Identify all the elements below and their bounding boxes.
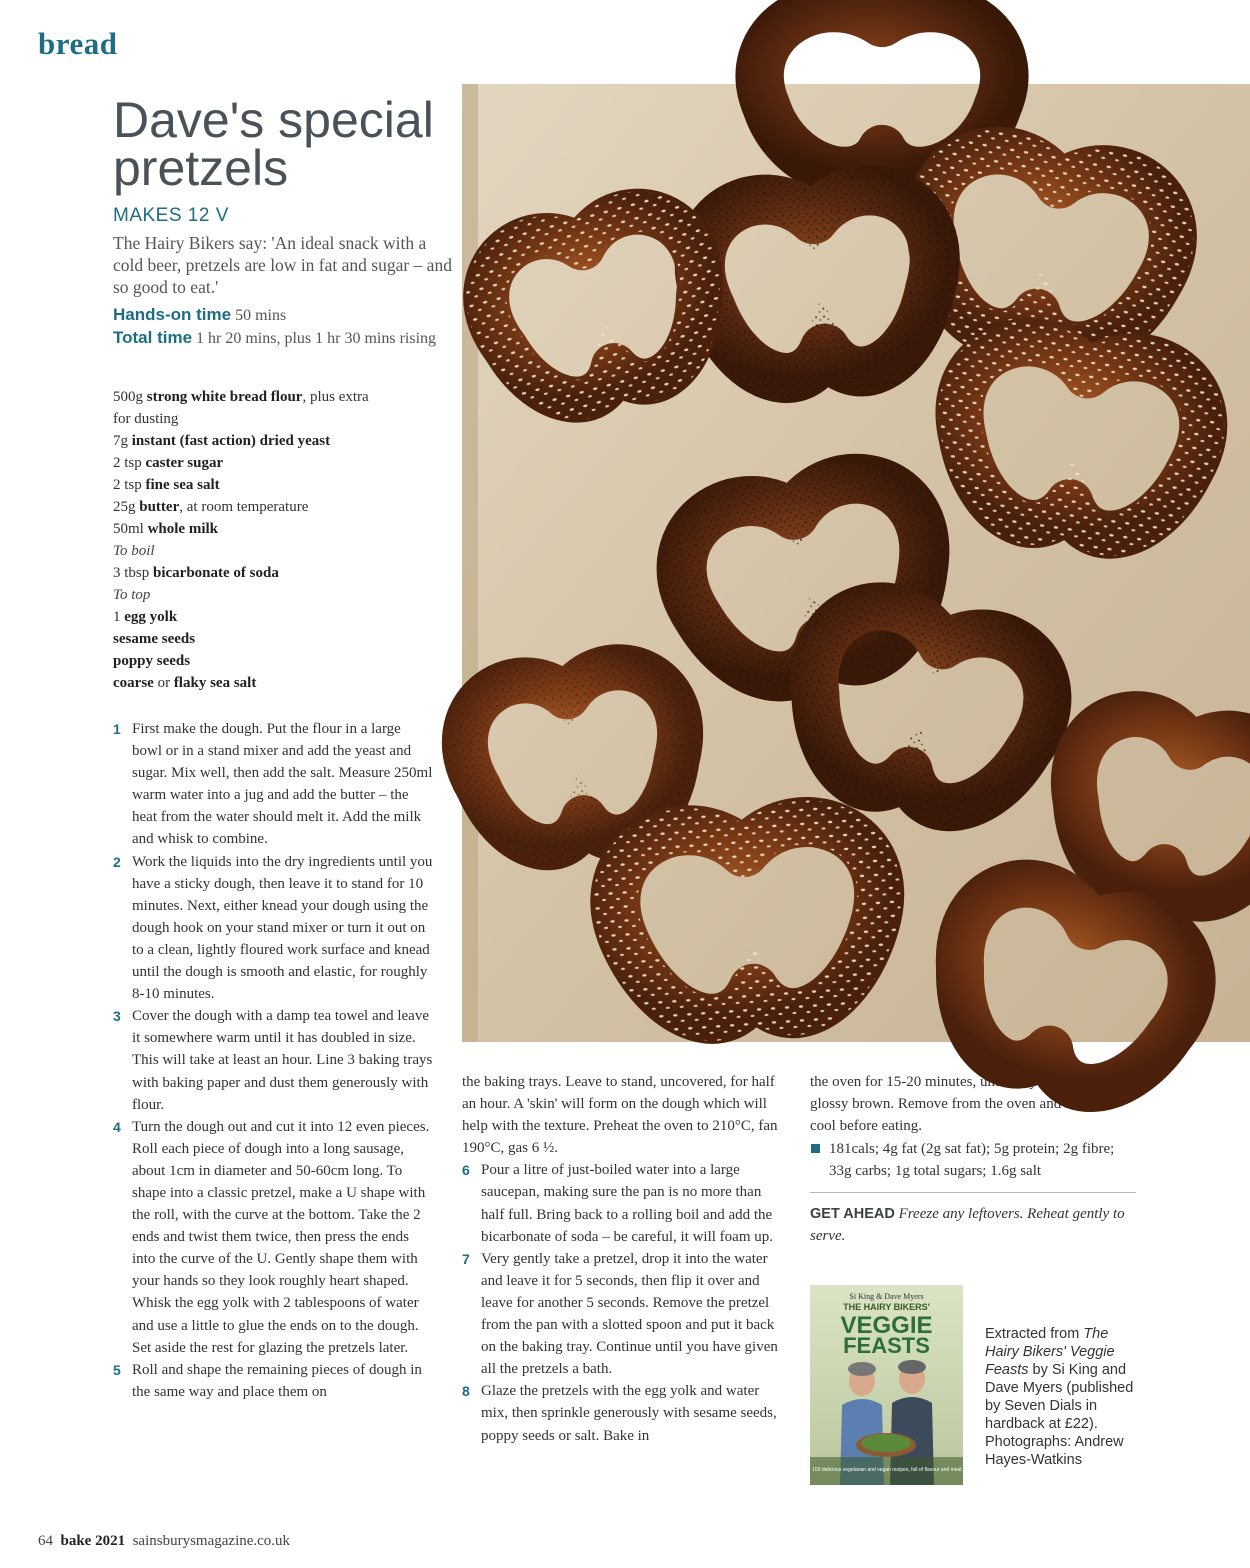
- method-step-8-continued: the oven for 15-20 minutes, until they are a deep, glossy brown. Remove from the oven and leave to cool before eating.: [810, 1074, 1113, 1135]
- method-step-5-continued: the baking trays. Leave to stand, uncovered, for half an hour. A 'skin' will form on the dough which will help with the texture. Preheat the oven to 210°C, fan 190°C, gas 6 ½.: [462, 1074, 778, 1157]
- nutrition-square-icon: [811, 1144, 820, 1153]
- ingredient-item: [113, 628, 443, 650]
- ingredient-name: instant (fast action) dried yeast: [131, 433, 331, 449]
- ingredient-note: or: [153, 675, 174, 691]
- step-text: Pour a litre of just-boiled water into a large saucepan, making sure the pan is no more than half full. Bring back to a rolling boil and add the bicarbonate of soda – be careful, it will foam up.: [481, 1162, 773, 1245]
- book-cover-art: [799, 1285, 974, 1485]
- ingredient-name: butter: [139, 499, 180, 515]
- get-ahead-text: Freeze any leftovers. Reheat gently to serve.: [810, 1206, 1125, 1244]
- total-time-value: 1 hr 20 mins, plus 1 hr 30 mins rising: [196, 330, 437, 347]
- step-text: First make the dough. Put the flour in a large bowl or in a stand mixer and add the yeast and sugar. Mix well, then add the salt. Measure 250ml warm water into a jug and add the butter – the heat from the water should melt it. Add the milk and whisk to combine.: [132, 721, 433, 848]
- pretzels-photo: [462, 84, 1250, 1042]
- ingredient-subheading: [113, 540, 443, 562]
- method-column-1: [113, 718, 433, 1403]
- recipe-title: Dave's special pretzels: [113, 92, 434, 196]
- total-time-label: Total time: [113, 328, 193, 347]
- ingredient-item: [113, 452, 443, 474]
- ingredient-item: [113, 606, 443, 628]
- step-text: Turn the dough out and cut it into 12 even pieces. Roll each piece of dough into a long sausage, about 1cm in diameter and 50-60cm long. To shape into a classic pretzel, make a U shape with the roll, with the curve at the bottom. Take the 2 ends and twist them twice, then press the ends into the curve of the U. Gently shape them with your hands so they look roughly heart shaped. Whisk the egg yolk with 2 tablespoons of water and use a little to glue the ends on to the dough. Set aside the rest for glazing the pretzels later.: [132, 1118, 430, 1356]
- ingredient-name: whole milk: [147, 521, 219, 537]
- method-step: [462, 1248, 784, 1381]
- ingredient-name: bicarbonate of soda: [153, 565, 279, 581]
- method-step: [113, 851, 433, 1006]
- method-step: [462, 1159, 784, 1247]
- step-number: 7: [462, 1250, 470, 1267]
- ingredient-quantity: 7g: [113, 433, 132, 449]
- ingredient-quantity: 50ml: [113, 521, 148, 537]
- ingredient-name: egg yolk: [124, 609, 178, 625]
- step-number: 3: [113, 1008, 121, 1025]
- recipe-yield: MAKES 12 V: [113, 205, 229, 226]
- ingredient-item: [113, 672, 443, 694]
- hands-on-time: [113, 304, 453, 327]
- ingredient-item: [113, 474, 443, 496]
- book-blurb: Over 100 delicious vegetarian and vegan recipes, full of flavour and meat free!: [799, 1467, 974, 1473]
- nutrition-text: 181cals; 4g fat (2g sat fat); 5g protein; 2g fibre; 33g carbs; 1g total sugars; 1.6g salt: [829, 1141, 1115, 1180]
- ingredient-item: [113, 430, 443, 452]
- method-step: [113, 1359, 433, 1403]
- ingredients-list: [113, 386, 443, 694]
- total-time: [113, 327, 453, 350]
- ingredient-item: [113, 408, 443, 430]
- ingredient-name: fine sea salt: [145, 477, 220, 493]
- ingredient-subheading: [113, 584, 443, 606]
- ingredient-name: flaky sea salt: [173, 675, 257, 691]
- get-ahead-tip: [810, 1203, 1136, 1247]
- method-column-2: [462, 1071, 784, 1447]
- magazine-issue: bake 2021: [60, 1533, 126, 1549]
- step-number: 6: [462, 1162, 470, 1179]
- ingredient-quantity: 500g: [113, 389, 147, 405]
- step-text: Very gently take a pretzel, drop it into the water and leave it for 5 seconds, then flip it over and leave for another 5 seconds. Remove the pretzel from the pan with a slotted spoon and put it back on the baking tray. Continue until you have given all the pretzels a bath.: [481, 1250, 778, 1378]
- ingredient-quantity: 25g: [113, 499, 140, 515]
- magazine-website: sainsburysmagazine.co.uk: [132, 1533, 291, 1549]
- ingredient-quantity: 3 tbsp: [113, 565, 154, 581]
- ingredient-subheading-text: To top: [113, 587, 151, 603]
- step-number: 5: [113, 1361, 121, 1378]
- step-text: Cover the dough with a damp tea towel and leave it somewhere warm until it has doubled in size. This will take at least an hour. Line 3 baking trays with baking paper and dust them generously with flour.: [132, 1008, 433, 1113]
- step-number: 4: [113, 1118, 121, 1135]
- ingredient-name: coarse: [113, 675, 154, 691]
- ingredient-name: sesame seeds: [113, 631, 196, 647]
- ingredient-name: strong white bread flour: [146, 389, 303, 405]
- extract-book-title: The Hairy Bikers' Veggie Feasts: [985, 1326, 1115, 1378]
- step-number: 1: [113, 721, 121, 737]
- extract-details: by Si King and Dave Myers (published by Seven Dials in hardback at £22). Photographs: Andrew Hayes-Watkins: [985, 1362, 1134, 1468]
- method-step: [113, 1005, 433, 1115]
- method-step: [462, 1380, 784, 1446]
- extract-intro: Extracted from: [985, 1326, 1084, 1342]
- ingredient-name: poppy seeds: [113, 653, 191, 669]
- ingredient-note: , plus extra: [302, 389, 369, 405]
- ingredient-item: [113, 650, 443, 672]
- book-series: THE HAIRY BIKERS': [843, 1302, 930, 1312]
- step-text: Roll and shape the remaining pieces of dough in the same way and place them on: [132, 1361, 422, 1400]
- book-title-2: FEASTS: [843, 1333, 930, 1358]
- nutrition-info: [810, 1138, 1136, 1182]
- step-number: 8: [462, 1383, 470, 1400]
- ingredient-subheading-text: To boil: [113, 543, 155, 559]
- ingredient-item: [113, 562, 443, 584]
- step-number: 2: [113, 853, 121, 870]
- ingredient-quantity: 2 tsp: [113, 477, 146, 493]
- book-authors: Si King & Dave Myers: [849, 1292, 924, 1301]
- book-cover: [799, 1285, 974, 1485]
- method-step: [113, 718, 433, 851]
- ingredient-item: [113, 518, 443, 540]
- ingredient-item: [113, 496, 443, 518]
- book-extract-credit: [985, 1325, 1140, 1469]
- recipe-intro: The Hairy Bikers say: 'An ideal snack with a cold beer, pretzels are low in fat and sugar – and so good to eat.': [113, 233, 452, 297]
- method-step: [113, 1116, 433, 1359]
- ingredient-note: , at room temperature: [179, 499, 309, 515]
- section-tag: bread: [38, 26, 118, 61]
- book-title-1: VEGGIE: [840, 1312, 933, 1339]
- step-text: Glaze the pretzels with the egg yolk and water mix, then sprinkle generously with sesame seeds, poppy seeds or salt. Bake in: [481, 1383, 777, 1444]
- get-ahead-label: GET AHEAD: [810, 1206, 895, 1222]
- hands-on-value: 50 mins: [235, 307, 287, 324]
- step-text: Work the liquids into the dry ingredients until you have a sticky dough, then leave it to stand for 10 minutes. Next, either knead your dough using the dough hook on your stand mixer or turn it out on to a clean, lightly floured work surface and knead until the dough is smooth and elastic, for roughly 8-10 minutes.: [132, 853, 433, 1003]
- page-footer: [38, 1533, 290, 1550]
- ingredient-name: caster sugar: [145, 455, 224, 471]
- divider: [810, 1192, 1136, 1193]
- ingredient-quantity: for dusting: [113, 411, 179, 427]
- pretzels-illustration: [462, 84, 1250, 1042]
- ingredient-quantity: 2 tsp: [113, 455, 146, 471]
- hands-on-label: Hands-on time: [113, 305, 232, 324]
- recipe-times: [113, 304, 453, 350]
- ingredient-quantity: 1: [113, 609, 125, 625]
- page-number: 64: [38, 1533, 53, 1549]
- ingredient-item: [113, 386, 443, 408]
